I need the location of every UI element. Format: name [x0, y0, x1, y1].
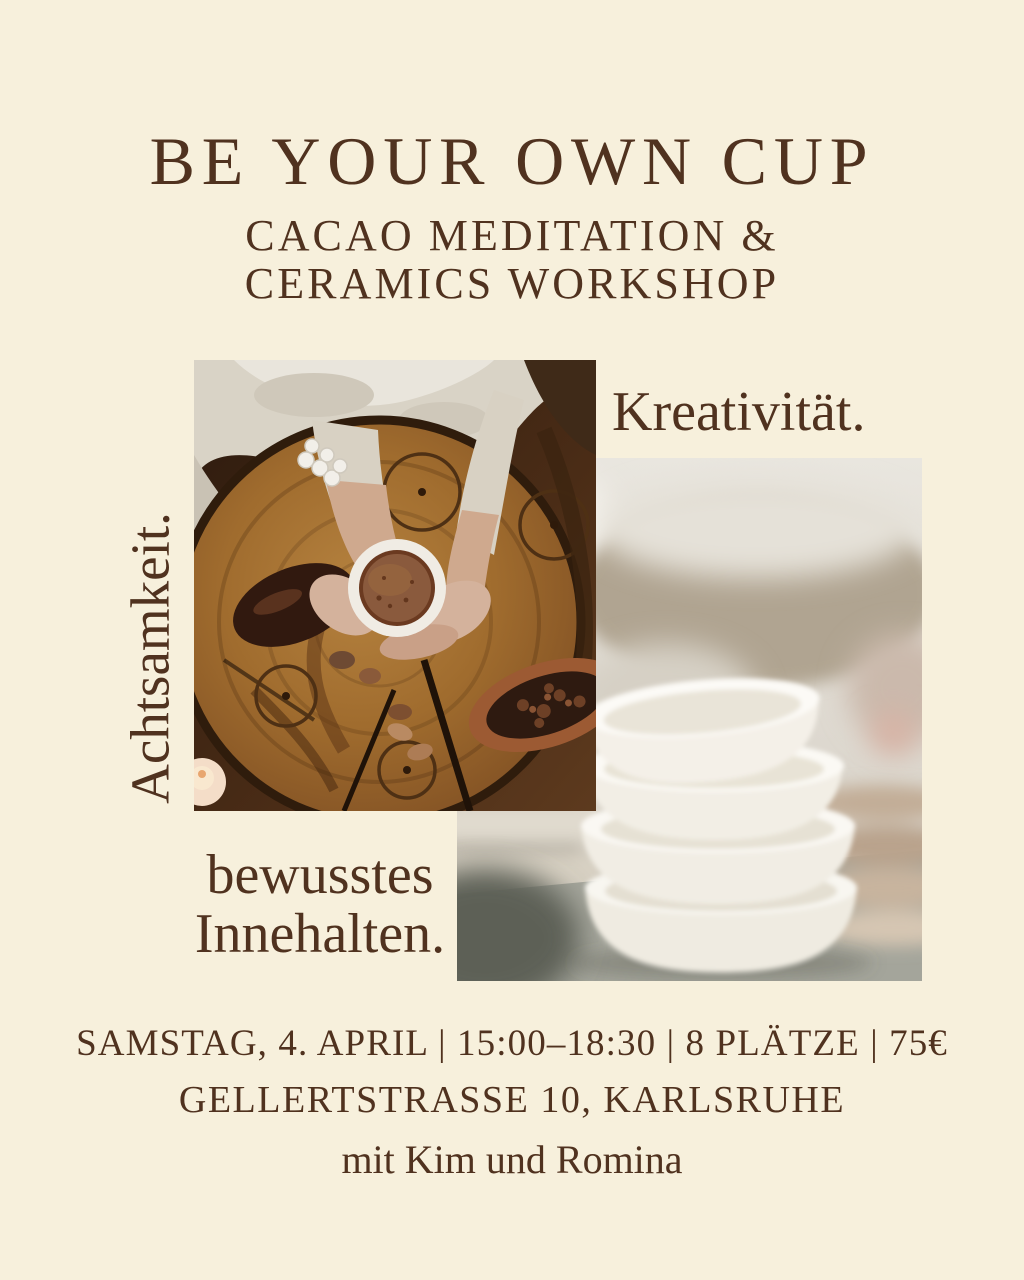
- cacao-cup: [348, 539, 446, 637]
- event-hosts: mit Kim und Romina: [341, 1137, 683, 1182]
- keyword-kreativitaet: Kreativität.: [612, 381, 866, 443]
- event-date-time-price: SAMSTAG, 4. APRIL | 15:00–18:30 | 8 PLÄTZE | 75€: [76, 1023, 948, 1064]
- subtitle-line-1: CACAO MEDITATION &: [245, 211, 779, 260]
- keyword-bewusstes-innehalten: [150, 846, 490, 965]
- page-title: BE YOUR OWN CUP: [149, 123, 875, 199]
- keyword-line-2: Innehalten.: [194, 903, 446, 966]
- subtitle-line-2: CERAMICS WORKSHOP: [244, 258, 780, 308]
- subtitle: [0, 212, 1024, 307]
- keyword-line-1: bewusstes: [206, 844, 434, 906]
- event-address: GELLERTSTRASSE 10, KARLSRUHE: [178, 1079, 846, 1121]
- cacao-photo: [194, 360, 596, 811]
- keyword-achtsamkeit: Achtsamkeit.: [119, 512, 181, 804]
